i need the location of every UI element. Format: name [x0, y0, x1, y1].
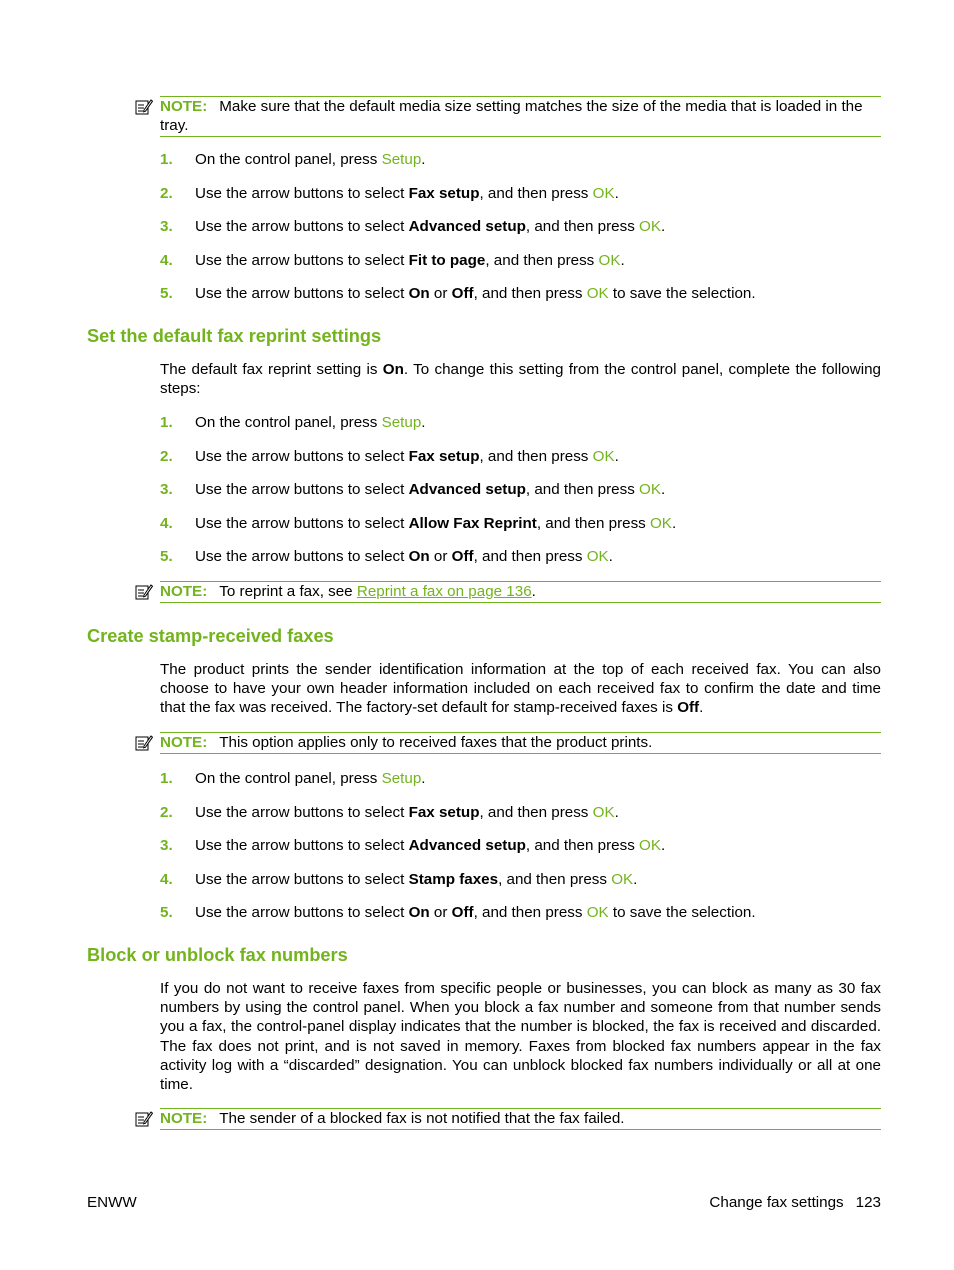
step-text: Use the arrow buttons to select Fax setup, and then press OK.: [195, 803, 619, 821]
list-item: [160, 217, 881, 251]
note-reprint-link: NOTE: To reprint a fax, see Reprint a fax on page 136.: [160, 581, 881, 603]
reprint-fax-link[interactable]: Reprint a fax on page 136: [356, 583, 532, 600]
note-media-size: [160, 96, 881, 137]
note-stamp-option: [160, 732, 881, 754]
step-number: 1.: [160, 414, 173, 431]
ok-button-label: OK: [598, 251, 621, 269]
step-number: 4.: [160, 514, 173, 532]
step-text: On the control panel, press Setup.: [195, 151, 426, 168]
step-number: 5.: [160, 548, 173, 566]
step-number: 5.: [160, 904, 173, 922]
ok-button-label: OK: [639, 481, 661, 499]
list-item: [160, 547, 881, 581]
list-item: [160, 836, 881, 870]
list-item: [160, 514, 881, 548]
step-number: 4.: [160, 870, 173, 888]
section-intro-block-numbers: If you do not want to receive faxes from specific people or businesses, you can block as many as 30 fax numbers by using the control panel. When you block a fax number and someone from that number sends you a fax, the control-panel display indicates that the number is blocked, the fax is received and discarded. The fax does not print, and is not saved in memory. Faxes from blocked fax numbers appear in the fax activity log with a “discarded” designation. You can unblock blocked fax numbers individually or all at one time.: [160, 980, 881, 1094]
step-text: Use the arrow buttons to select Fax setup, and then press OK.: [195, 447, 619, 465]
setup-button-label: Setup: [381, 414, 422, 431]
note-blocked-fax: [160, 1108, 881, 1130]
step-number: 1.: [160, 151, 173, 168]
footer-doc-code: ENWW: [87, 1194, 137, 1211]
ok-button-label: OK: [592, 803, 615, 821]
setup-button-label: Setup: [381, 770, 422, 787]
section-intro-stamp-received: The product prints the sender identification information at the top of each received fax. You can also choose to have your own header information included on each received fax to confirm the date and time that the fax was received. The factory-set default for stamp-received faxes is Off.: [160, 661, 881, 717]
note-text: The sender of a blocked fax is not notified that the fax failed.: [219, 1110, 625, 1127]
note-icon: [135, 98, 153, 115]
note-text: To reprint a fax, see: [219, 583, 357, 600]
list-item: [160, 284, 881, 318]
step-number: 2.: [160, 803, 173, 821]
ok-button-label: OK: [586, 904, 609, 922]
step-number: 1.: [160, 770, 173, 787]
step-number: 2.: [160, 184, 173, 202]
setup-button-label: Setup: [381, 151, 422, 168]
step-number: 5.: [160, 285, 173, 303]
list-item: [160, 251, 881, 285]
list-item: [160, 803, 881, 837]
step-text: Use the arrow buttons to select Fit to page, and then press OK.: [195, 251, 625, 269]
note-label: NOTE:: [160, 1110, 208, 1127]
section-heading-fax-reprint: Set the default fax reprint settings: [87, 326, 382, 346]
step-text: On the control panel, press Setup.: [195, 770, 426, 787]
note-label: NOTE:: [160, 583, 208, 600]
step-text: Use the arrow buttons to select On or Off, and then press OK to save the selection.: [195, 285, 756, 303]
note-icon: [135, 734, 153, 751]
step-number: 3.: [160, 218, 173, 236]
note-icon: [135, 583, 153, 600]
section-heading-block-numbers: Block or unblock fax numbers: [87, 945, 348, 965]
section-intro-fax-reprint: The default fax reprint setting is On. To change this setting from the control panel, complete the following steps:: [160, 361, 881, 398]
ok-button-label: OK: [649, 514, 672, 532]
section-heading-stamp-received: Create stamp-received faxes: [87, 626, 334, 646]
note-text: This option applies only to received faxes that the product prints.: [219, 734, 653, 751]
step-text: Use the arrow buttons to select Advanced setup, and then press OK.: [195, 481, 666, 499]
step-text: Use the arrow buttons to select Advanced setup, and then press OK.: [195, 218, 666, 236]
step-text: Use the arrow buttons to select Allow Fax Reprint, and then press OK.: [195, 514, 677, 532]
step-text: Use the arrow buttons to select Stamp faxes, and then press OK.: [195, 870, 638, 888]
step-text: Use the arrow buttons to select On or Off, and then press OK to save the selection.: [195, 904, 756, 922]
list-item: [160, 769, 881, 803]
steps-fax-reprint: [160, 413, 881, 581]
list-item: [160, 447, 881, 481]
note-icon: [135, 1110, 153, 1127]
step-number: 3.: [160, 837, 173, 855]
list-item: [160, 413, 881, 447]
ok-button-label: OK: [592, 184, 615, 202]
steps-stamp-faxes: [160, 769, 881, 937]
step-text: Use the arrow buttons to select On or Off, and then press OK.: [195, 548, 613, 566]
note-label: NOTE:: [160, 734, 208, 751]
note-label: NOTE:: [160, 98, 208, 115]
step-number: 4.: [160, 251, 173, 269]
list-item: [160, 184, 881, 218]
ok-button-label: OK: [639, 837, 661, 855]
footer-page-number: 123: [855, 1194, 881, 1211]
step-text: On the control panel, press Setup.: [195, 414, 426, 431]
step-text: Use the arrow buttons to select Fax setup, and then press OK.: [195, 184, 619, 202]
note-text: Make sure that the default media size setting matches the size of the media that is loaded in the tray.: [160, 98, 863, 134]
step-text: Use the arrow buttons to select Advanced setup, and then press OK.: [195, 837, 666, 855]
ok-button-label: OK: [611, 870, 634, 888]
list-item: [160, 480, 881, 514]
list-item: [160, 150, 881, 184]
ok-button-label: OK: [586, 548, 609, 566]
steps-fit-to-page: [160, 150, 881, 318]
list-item: [160, 903, 881, 937]
footer-page-info: [709, 1193, 881, 1212]
footer-section-title: Change fax settings: [709, 1194, 844, 1211]
ok-button-label: OK: [639, 218, 661, 236]
step-number: 2.: [160, 447, 173, 465]
ok-button-label: OK: [586, 285, 609, 303]
step-number: 3.: [160, 481, 173, 499]
ok-button-label: OK: [592, 447, 615, 465]
list-item: [160, 870, 881, 904]
